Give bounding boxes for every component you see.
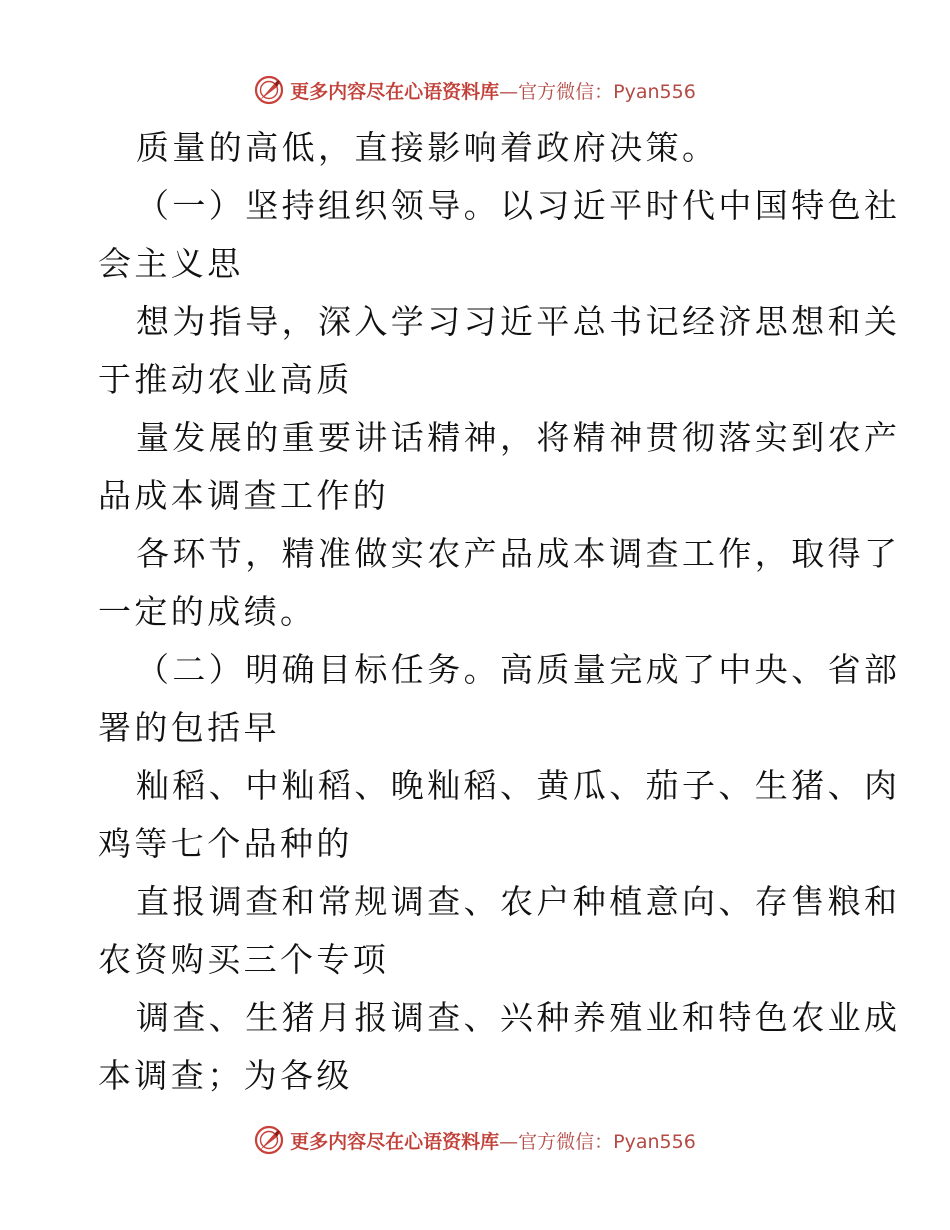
quill-logo-icon bbox=[254, 1125, 284, 1155]
paragraph-line: 署的包括早 bbox=[98, 708, 280, 747]
paragraph-line: （一）坚持组织领导。以习近平时代中国特色社 bbox=[136, 186, 901, 225]
wechat-id: 官方微信：Pyan556 bbox=[518, 1130, 696, 1153]
paragraph-line: 调查、生猪月报调查、兴种养殖业和特色农业成 bbox=[136, 998, 901, 1037]
wechat-id: 官方微信：Pyan556 bbox=[518, 80, 696, 103]
paragraph-line: 量发展的重要讲话精神，将精神贯彻落实到农产 bbox=[136, 418, 901, 457]
header-watermark-banner bbox=[0, 70, 950, 110]
site-name: 更多内容尽在心语资料库 bbox=[290, 80, 500, 103]
paragraph-line: 鸡等七个品种的 bbox=[98, 824, 353, 863]
quill-logo-icon bbox=[254, 75, 284, 105]
paragraph-line: 本调查；为各级 bbox=[98, 1056, 353, 1095]
paragraph-line: 品成本调查工作的 bbox=[98, 476, 390, 515]
paragraph-line: 一定的成绩。 bbox=[98, 592, 317, 631]
footer-watermark-banner bbox=[0, 1120, 950, 1160]
paragraph-line: 会主义思 bbox=[98, 244, 244, 283]
watermark-text bbox=[290, 1127, 696, 1154]
paragraph-line: 质量的高低，直接影响着政府决策。 bbox=[136, 128, 719, 167]
paragraph-line: 于推动农业高质 bbox=[98, 360, 353, 399]
separator: — bbox=[499, 80, 519, 103]
watermark-text bbox=[290, 77, 696, 104]
paragraph-line: 想为指导，深入学习习近平总书记经济思想和关 bbox=[136, 302, 901, 341]
paragraph-line: 直报调查和常规调查、农户种植意向、存售粮和 bbox=[136, 882, 901, 921]
paragraph-line: 籼稻、中籼稻、晚籼稻、黄瓜、茄子、生猪、肉 bbox=[136, 766, 901, 805]
paragraph-line: （二）明确目标任务。高质量完成了中央、省部 bbox=[136, 650, 901, 689]
document-body bbox=[98, 119, 901, 1105]
site-name: 更多内容尽在心语资料库 bbox=[290, 1130, 500, 1153]
paragraph-line: 各环节，精准做实农产品成本调查工作，取得了 bbox=[136, 534, 901, 573]
paragraph-line: 农资购买三个专项 bbox=[98, 940, 390, 979]
separator: — bbox=[499, 1130, 519, 1153]
